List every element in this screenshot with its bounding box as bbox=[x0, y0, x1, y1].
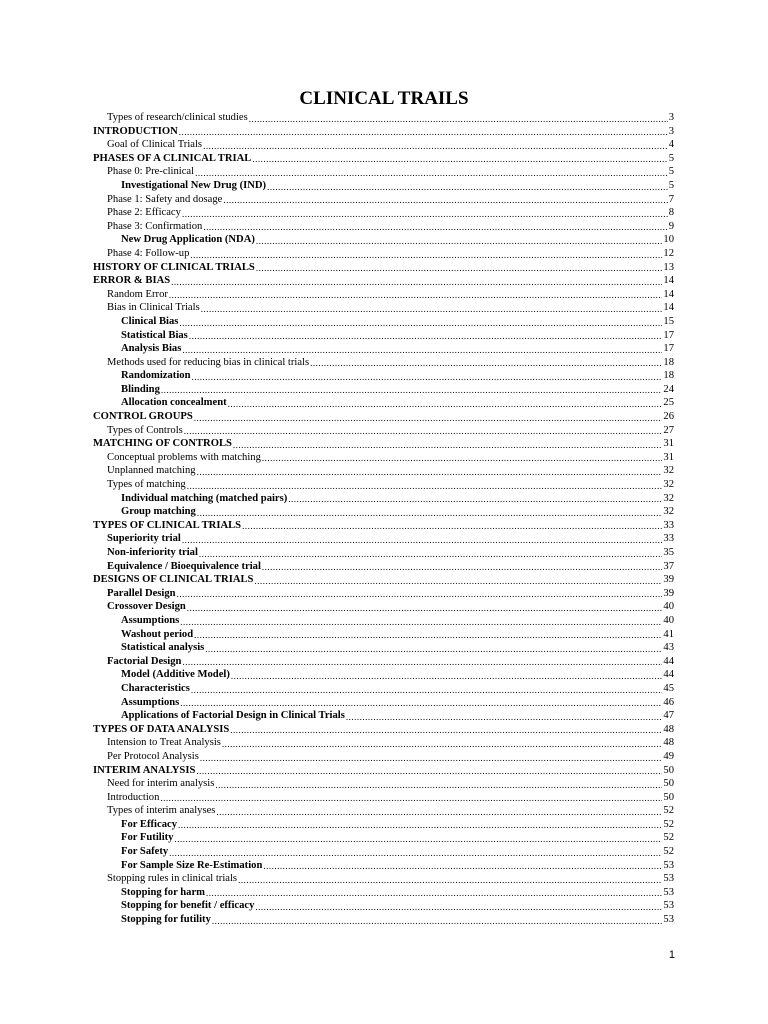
toc-entry-title: Stopping rules in clinical trials bbox=[107, 873, 238, 885]
toc-dot-leader bbox=[212, 916, 663, 927]
toc-entry-page: 33 bbox=[663, 533, 674, 545]
toc-dot-leader bbox=[242, 521, 662, 532]
toc-dot-leader bbox=[174, 834, 662, 845]
toc-entry[interactable] bbox=[93, 233, 674, 247]
page-number: 1 bbox=[668, 949, 675, 961]
toc-entry-title: PHASES OF A CLINICAL TRIAL bbox=[93, 152, 252, 164]
toc-entry-title: For Safety bbox=[121, 846, 169, 858]
toc-entry-title: New Drug Application (NDA) bbox=[121, 234, 255, 246]
toc-dot-leader bbox=[169, 290, 663, 301]
toc-entry-title: Statistical Bias bbox=[121, 329, 188, 341]
toc-dot-leader bbox=[195, 168, 668, 179]
toc-dot-leader bbox=[178, 820, 662, 831]
toc-dot-leader bbox=[160, 793, 662, 804]
toc-entry-page: 32 bbox=[663, 506, 674, 518]
toc-entry[interactable] bbox=[93, 777, 674, 791]
toc-entry-title: Introduction bbox=[107, 791, 160, 803]
toc-entry-title: Phase 4: Follow-up bbox=[107, 247, 190, 259]
toc-entry-page: 47 bbox=[663, 710, 674, 722]
toc-dot-leader bbox=[179, 127, 668, 138]
page-title: CLINICAL TRAILS bbox=[299, 88, 469, 109]
toc-entry[interactable] bbox=[93, 886, 674, 900]
toc-entry[interactable] bbox=[93, 764, 674, 778]
toc-entry-title: Intension to Treat Analysis bbox=[107, 737, 221, 749]
toc-entry[interactable] bbox=[93, 519, 674, 533]
toc-dot-leader bbox=[182, 657, 662, 668]
toc-entry-title: Random Error bbox=[107, 288, 168, 300]
toc-entry[interactable] bbox=[93, 682, 674, 696]
toc-entry-title: TYPES OF DATA ANALYSIS bbox=[93, 723, 230, 735]
toc-entry-page: 17 bbox=[663, 329, 674, 341]
toc-entry[interactable] bbox=[93, 424, 674, 438]
toc-dot-leader bbox=[256, 263, 663, 274]
toc-entry-page: 43 bbox=[663, 642, 674, 654]
toc-dot-leader bbox=[203, 222, 667, 233]
toc-dot-leader bbox=[180, 617, 662, 628]
toc-dot-leader bbox=[196, 766, 662, 777]
toc-entry-title: Need for interim analysis bbox=[107, 778, 215, 790]
toc-entry-title: Superiority trial bbox=[107, 533, 181, 545]
toc-entry[interactable] bbox=[93, 505, 674, 519]
toc-entry-title: TYPES OF CLINICAL TRIALS bbox=[93, 519, 242, 531]
toc-entry-page: 3 bbox=[668, 125, 674, 137]
toc-entry[interactable] bbox=[93, 274, 674, 288]
toc-dot-leader bbox=[197, 467, 663, 478]
toc-entry-page: 17 bbox=[663, 343, 674, 355]
toc-entry[interactable] bbox=[93, 342, 674, 356]
toc-dot-leader bbox=[254, 576, 662, 587]
toc-entry-page: 44 bbox=[663, 669, 674, 681]
toc-entry-page: 52 bbox=[663, 846, 674, 858]
toc-entry-page: 3 bbox=[668, 112, 674, 123]
toc-entry-title: Washout period bbox=[121, 628, 194, 640]
toc-entry-title: Unplanned matching bbox=[107, 465, 196, 477]
toc-entry-title: Allocation concealment bbox=[121, 397, 227, 409]
toc-dot-leader bbox=[263, 861, 662, 872]
toc-entry[interactable] bbox=[93, 641, 674, 655]
toc-entry[interactable] bbox=[93, 668, 674, 682]
toc-entry-title: Factorial Design bbox=[107, 655, 182, 667]
toc-dot-leader bbox=[182, 345, 662, 356]
toc-dot-leader bbox=[262, 453, 663, 464]
toc-entry-title: Equivalence / Bioequivalence trial bbox=[107, 560, 261, 572]
toc-entry-title: HISTORY OF CLINICAL TRIALS bbox=[93, 261, 255, 273]
toc-entry[interactable] bbox=[93, 125, 674, 139]
toc-dot-leader bbox=[199, 549, 663, 560]
toc-entry-page: 14 bbox=[663, 275, 674, 287]
toc-entry-page: 25 bbox=[663, 397, 674, 409]
toc-entry-page: 4 bbox=[668, 139, 674, 151]
toc-dot-leader bbox=[256, 236, 663, 247]
toc-entry-title: Per Protocol Analysis bbox=[107, 750, 199, 762]
toc-entry-title: Group matching bbox=[121, 506, 196, 518]
toc-entry[interactable] bbox=[93, 723, 674, 737]
toc-entry-title: Assumptions bbox=[121, 696, 180, 708]
toc-entry-page: 13 bbox=[663, 261, 674, 273]
toc-dot-leader bbox=[223, 195, 667, 206]
toc-entry-title: For Futility bbox=[121, 832, 174, 844]
toc-dot-leader bbox=[203, 141, 668, 152]
toc-entry[interactable] bbox=[93, 478, 674, 492]
toc-dot-leader bbox=[184, 426, 663, 437]
toc-dot-leader bbox=[161, 385, 663, 396]
toc-entry-title: Statistical analysis bbox=[121, 642, 205, 654]
toc-entry-page: 5 bbox=[668, 152, 674, 164]
toc-entry-page: 53 bbox=[663, 900, 674, 912]
toc-dot-leader bbox=[255, 902, 662, 913]
toc-entry[interactable] bbox=[93, 845, 674, 859]
toc-entry-title: Investigational New Drug (IND) bbox=[121, 179, 267, 191]
toc-dot-leader bbox=[201, 304, 663, 315]
toc-entry[interactable] bbox=[93, 383, 674, 397]
toc-dot-leader bbox=[262, 562, 663, 573]
toc-entry[interactable] bbox=[93, 329, 674, 343]
toc-entry[interactable] bbox=[93, 437, 674, 451]
toc-entry[interactable] bbox=[93, 804, 674, 818]
toc-entry-title: Methods used for reducing bias in clinical trials bbox=[107, 356, 310, 368]
toc-entry-title: Phase 3: Confirmation bbox=[107, 220, 203, 232]
toc-entry-page: 32 bbox=[663, 465, 674, 477]
toc-entry-title: Blinding bbox=[121, 383, 160, 395]
toc-dot-leader bbox=[200, 753, 663, 764]
toc-entry[interactable] bbox=[93, 315, 674, 329]
toc-entry-page: 27 bbox=[663, 424, 674, 436]
toc-entry-page: 40 bbox=[663, 601, 674, 613]
toc-entry-page: 44 bbox=[663, 655, 674, 667]
toc-dot-leader bbox=[238, 875, 662, 886]
toc-entry-page: 39 bbox=[663, 587, 674, 599]
toc-entry-title: Stopping for harm bbox=[121, 886, 205, 898]
toc-entry-page: 9 bbox=[668, 220, 674, 232]
toc-entry-page: 5 bbox=[668, 166, 674, 178]
toc-entry-page: 53 bbox=[663, 886, 674, 898]
toc-entry-page: 46 bbox=[663, 696, 674, 708]
toc-entry-title: Analysis Bias bbox=[121, 343, 182, 355]
toc-dot-leader bbox=[171, 277, 662, 288]
toc-entry[interactable] bbox=[93, 492, 674, 506]
toc-entry-title: INTRODUCTION bbox=[93, 125, 178, 137]
toc-entry-title: INTERIM ANALYSIS bbox=[93, 764, 196, 776]
toc-entry[interactable] bbox=[93, 736, 674, 750]
toc-entry-page: 10 bbox=[663, 234, 674, 246]
toc-entry[interactable] bbox=[93, 356, 674, 370]
toc-entry-page: 31 bbox=[663, 438, 674, 450]
toc-entry[interactable] bbox=[93, 709, 674, 723]
toc-entry-page: 5 bbox=[668, 179, 674, 191]
toc-entry-page: 50 bbox=[663, 791, 674, 803]
toc-entry[interactable] bbox=[93, 791, 674, 805]
toc-entry[interactable] bbox=[93, 614, 674, 628]
toc-entry-title: Types of interim analyses bbox=[107, 805, 216, 817]
toc-entry-page: 14 bbox=[663, 288, 674, 300]
toc-dot-leader bbox=[310, 358, 662, 369]
toc-dot-leader bbox=[228, 399, 663, 410]
toc-entry[interactable] bbox=[93, 247, 674, 261]
toc-dot-leader bbox=[288, 494, 662, 505]
toc-entry-title: Non-inferiority trial bbox=[107, 547, 198, 558]
toc-entry-page: 52 bbox=[663, 818, 674, 830]
toc-entry[interactable] bbox=[93, 600, 674, 614]
toc-entry[interactable] bbox=[93, 899, 674, 913]
toc-dot-leader bbox=[190, 250, 662, 261]
toc-entry-page: 37 bbox=[663, 560, 674, 572]
table-of-contents bbox=[93, 111, 674, 927]
toc-entry-page: 33 bbox=[663, 519, 674, 531]
toc-dot-leader bbox=[206, 888, 662, 899]
toc-dot-leader bbox=[191, 685, 663, 696]
toc-entry[interactable] bbox=[93, 451, 674, 465]
toc-entry-title: Stopping for benefit / efficacy bbox=[121, 900, 255, 912]
toc-entry-title: Assumptions bbox=[121, 614, 180, 626]
toc-entry-page: 40 bbox=[663, 614, 674, 626]
toc-entry-page: 14 bbox=[663, 302, 674, 314]
toc-dot-leader bbox=[187, 603, 663, 614]
toc-entry[interactable] bbox=[93, 628, 674, 642]
toc-entry[interactable] bbox=[93, 750, 674, 764]
toc-entry-page: 48 bbox=[663, 723, 674, 735]
toc-entry[interactable] bbox=[93, 261, 674, 275]
toc-dot-leader bbox=[215, 780, 662, 791]
toc-dot-leader bbox=[222, 739, 663, 750]
toc-entry-title: Characteristics bbox=[121, 682, 190, 694]
toc-dot-leader bbox=[267, 182, 668, 193]
toc-entry-page: 50 bbox=[663, 764, 674, 776]
toc-dot-leader bbox=[194, 630, 662, 641]
toc-entry-title: DESIGNS OF CLINICAL TRIALS bbox=[93, 574, 254, 586]
toc-dot-leader bbox=[182, 535, 663, 546]
toc-entry[interactable] bbox=[93, 464, 674, 478]
toc-entry[interactable] bbox=[93, 138, 674, 152]
toc-entry[interactable] bbox=[93, 532, 674, 546]
toc-entry-page: 48 bbox=[663, 737, 674, 749]
toc-entry[interactable] bbox=[93, 696, 674, 710]
toc-dot-leader bbox=[191, 372, 662, 383]
toc-entry-title: Crossover Design bbox=[107, 601, 186, 613]
toc-entry-title: Types of Controls bbox=[107, 424, 183, 436]
toc-entry[interactable] bbox=[93, 560, 674, 574]
toc-entry-title: Individual matching (matched pairs) bbox=[121, 492, 288, 504]
toc-entry-page: 45 bbox=[663, 682, 674, 694]
toc-entry-page: 32 bbox=[663, 479, 674, 491]
toc-entry[interactable] bbox=[93, 111, 674, 125]
toc-dot-leader bbox=[180, 698, 662, 709]
toc-entry[interactable] bbox=[93, 179, 674, 193]
toc-entry-title: Phase 1: Safety and dosage bbox=[107, 193, 223, 205]
toc-dot-leader bbox=[249, 114, 668, 125]
toc-entry[interactable] bbox=[93, 165, 674, 179]
toc-entry-title: Phase 2: Efficacy bbox=[107, 207, 181, 219]
toc-entry[interactable] bbox=[93, 913, 674, 927]
toc-dot-leader bbox=[197, 508, 663, 519]
toc-entry[interactable] bbox=[93, 220, 674, 234]
toc-entry[interactable] bbox=[93, 655, 674, 669]
toc-entry-title: Goal of Clinical Trials bbox=[107, 139, 203, 151]
toc-entry-page: 53 bbox=[663, 873, 674, 885]
toc-entry-title: For Efficacy bbox=[121, 818, 177, 830]
toc-entry[interactable] bbox=[93, 193, 674, 207]
toc-entry-page: 52 bbox=[663, 832, 674, 844]
toc-dot-leader bbox=[252, 154, 667, 165]
toc-entry-title: Conceptual problems with matching bbox=[107, 451, 261, 463]
toc-entry[interactable] bbox=[93, 587, 674, 601]
toc-entry-title: ERROR & BIAS bbox=[93, 275, 171, 287]
toc-entry-title: CONTROL GROUPS bbox=[93, 411, 193, 423]
toc-entry[interactable] bbox=[93, 573, 674, 587]
toc-entry-page: 26 bbox=[663, 411, 674, 423]
toc-entry[interactable] bbox=[93, 152, 674, 166]
toc-entry-page: 18 bbox=[663, 356, 674, 368]
toc-entry-title: Phase 0: Pre-clinical bbox=[107, 166, 195, 178]
toc-dot-leader bbox=[169, 848, 662, 859]
toc-entry-page: 8 bbox=[668, 207, 674, 219]
toc-dot-leader bbox=[177, 589, 663, 600]
toc-entry-page: 15 bbox=[663, 315, 674, 327]
toc-entry-page: 18 bbox=[663, 370, 674, 382]
toc-entry[interactable] bbox=[93, 546, 674, 560]
toc-entry[interactable] bbox=[93, 369, 674, 383]
toc-entry-title: Parallel Design bbox=[107, 587, 176, 599]
toc-entry[interactable] bbox=[93, 206, 674, 220]
toc-dot-leader bbox=[189, 331, 663, 342]
toc-entry-title: For Sample Size Re-Estimation bbox=[121, 859, 263, 871]
toc-dot-leader bbox=[216, 807, 662, 818]
toc-entry[interactable] bbox=[93, 396, 674, 410]
toc-dot-leader bbox=[205, 644, 662, 655]
toc-entry[interactable] bbox=[93, 872, 674, 886]
toc-entry-page: 35 bbox=[663, 547, 674, 558]
toc-entry[interactable] bbox=[93, 410, 674, 424]
toc-entry-page: 24 bbox=[663, 383, 674, 395]
toc-entry-title: Clinical Bias bbox=[121, 315, 179, 327]
toc-entry-title: Model (Additive Model) bbox=[121, 669, 230, 681]
toc-entry-title: Types of research/clinical studies bbox=[107, 112, 248, 123]
toc-entry-page: 53 bbox=[663, 859, 674, 871]
toc-entry[interactable] bbox=[93, 831, 674, 845]
toc-entry[interactable] bbox=[93, 301, 674, 315]
toc-entry-title: Bias in Clinical Trials bbox=[107, 302, 200, 314]
toc-entry-page: 31 bbox=[663, 451, 674, 463]
toc-dot-leader bbox=[194, 413, 663, 424]
toc-dot-leader bbox=[179, 318, 662, 329]
toc-entry[interactable] bbox=[93, 859, 674, 873]
toc-entry[interactable] bbox=[93, 288, 674, 302]
toc-entry-title: Applications of Factorial Design in Clinical Trials bbox=[121, 710, 345, 722]
toc-entry-page: 7 bbox=[668, 193, 674, 205]
toc-entry-page: 52 bbox=[663, 805, 674, 817]
toc-entry-page: 12 bbox=[663, 247, 674, 259]
toc-dot-leader bbox=[346, 712, 663, 723]
toc-entry[interactable] bbox=[93, 818, 674, 832]
toc-entry-page: 32 bbox=[663, 492, 674, 504]
toc-entry-page: 39 bbox=[663, 574, 674, 586]
toc-entry-page: 49 bbox=[663, 750, 674, 762]
toc-dot-leader bbox=[187, 481, 663, 492]
toc-entry-page: 50 bbox=[663, 778, 674, 790]
toc-entry-title: Randomization bbox=[121, 370, 191, 382]
toc-dot-leader bbox=[233, 440, 663, 451]
toc-entry-title: Stopping for futility bbox=[121, 914, 211, 926]
toc-entry-title: Types of matching bbox=[107, 479, 186, 491]
toc-entry-page: 53 bbox=[663, 914, 674, 926]
toc-entry-title: MATCHING OF CONTROLS bbox=[93, 438, 232, 450]
toc-dot-leader bbox=[231, 671, 663, 682]
toc-dot-leader bbox=[230, 725, 662, 736]
toc-dot-leader bbox=[182, 209, 668, 220]
toc-entry-page: 41 bbox=[663, 628, 674, 640]
